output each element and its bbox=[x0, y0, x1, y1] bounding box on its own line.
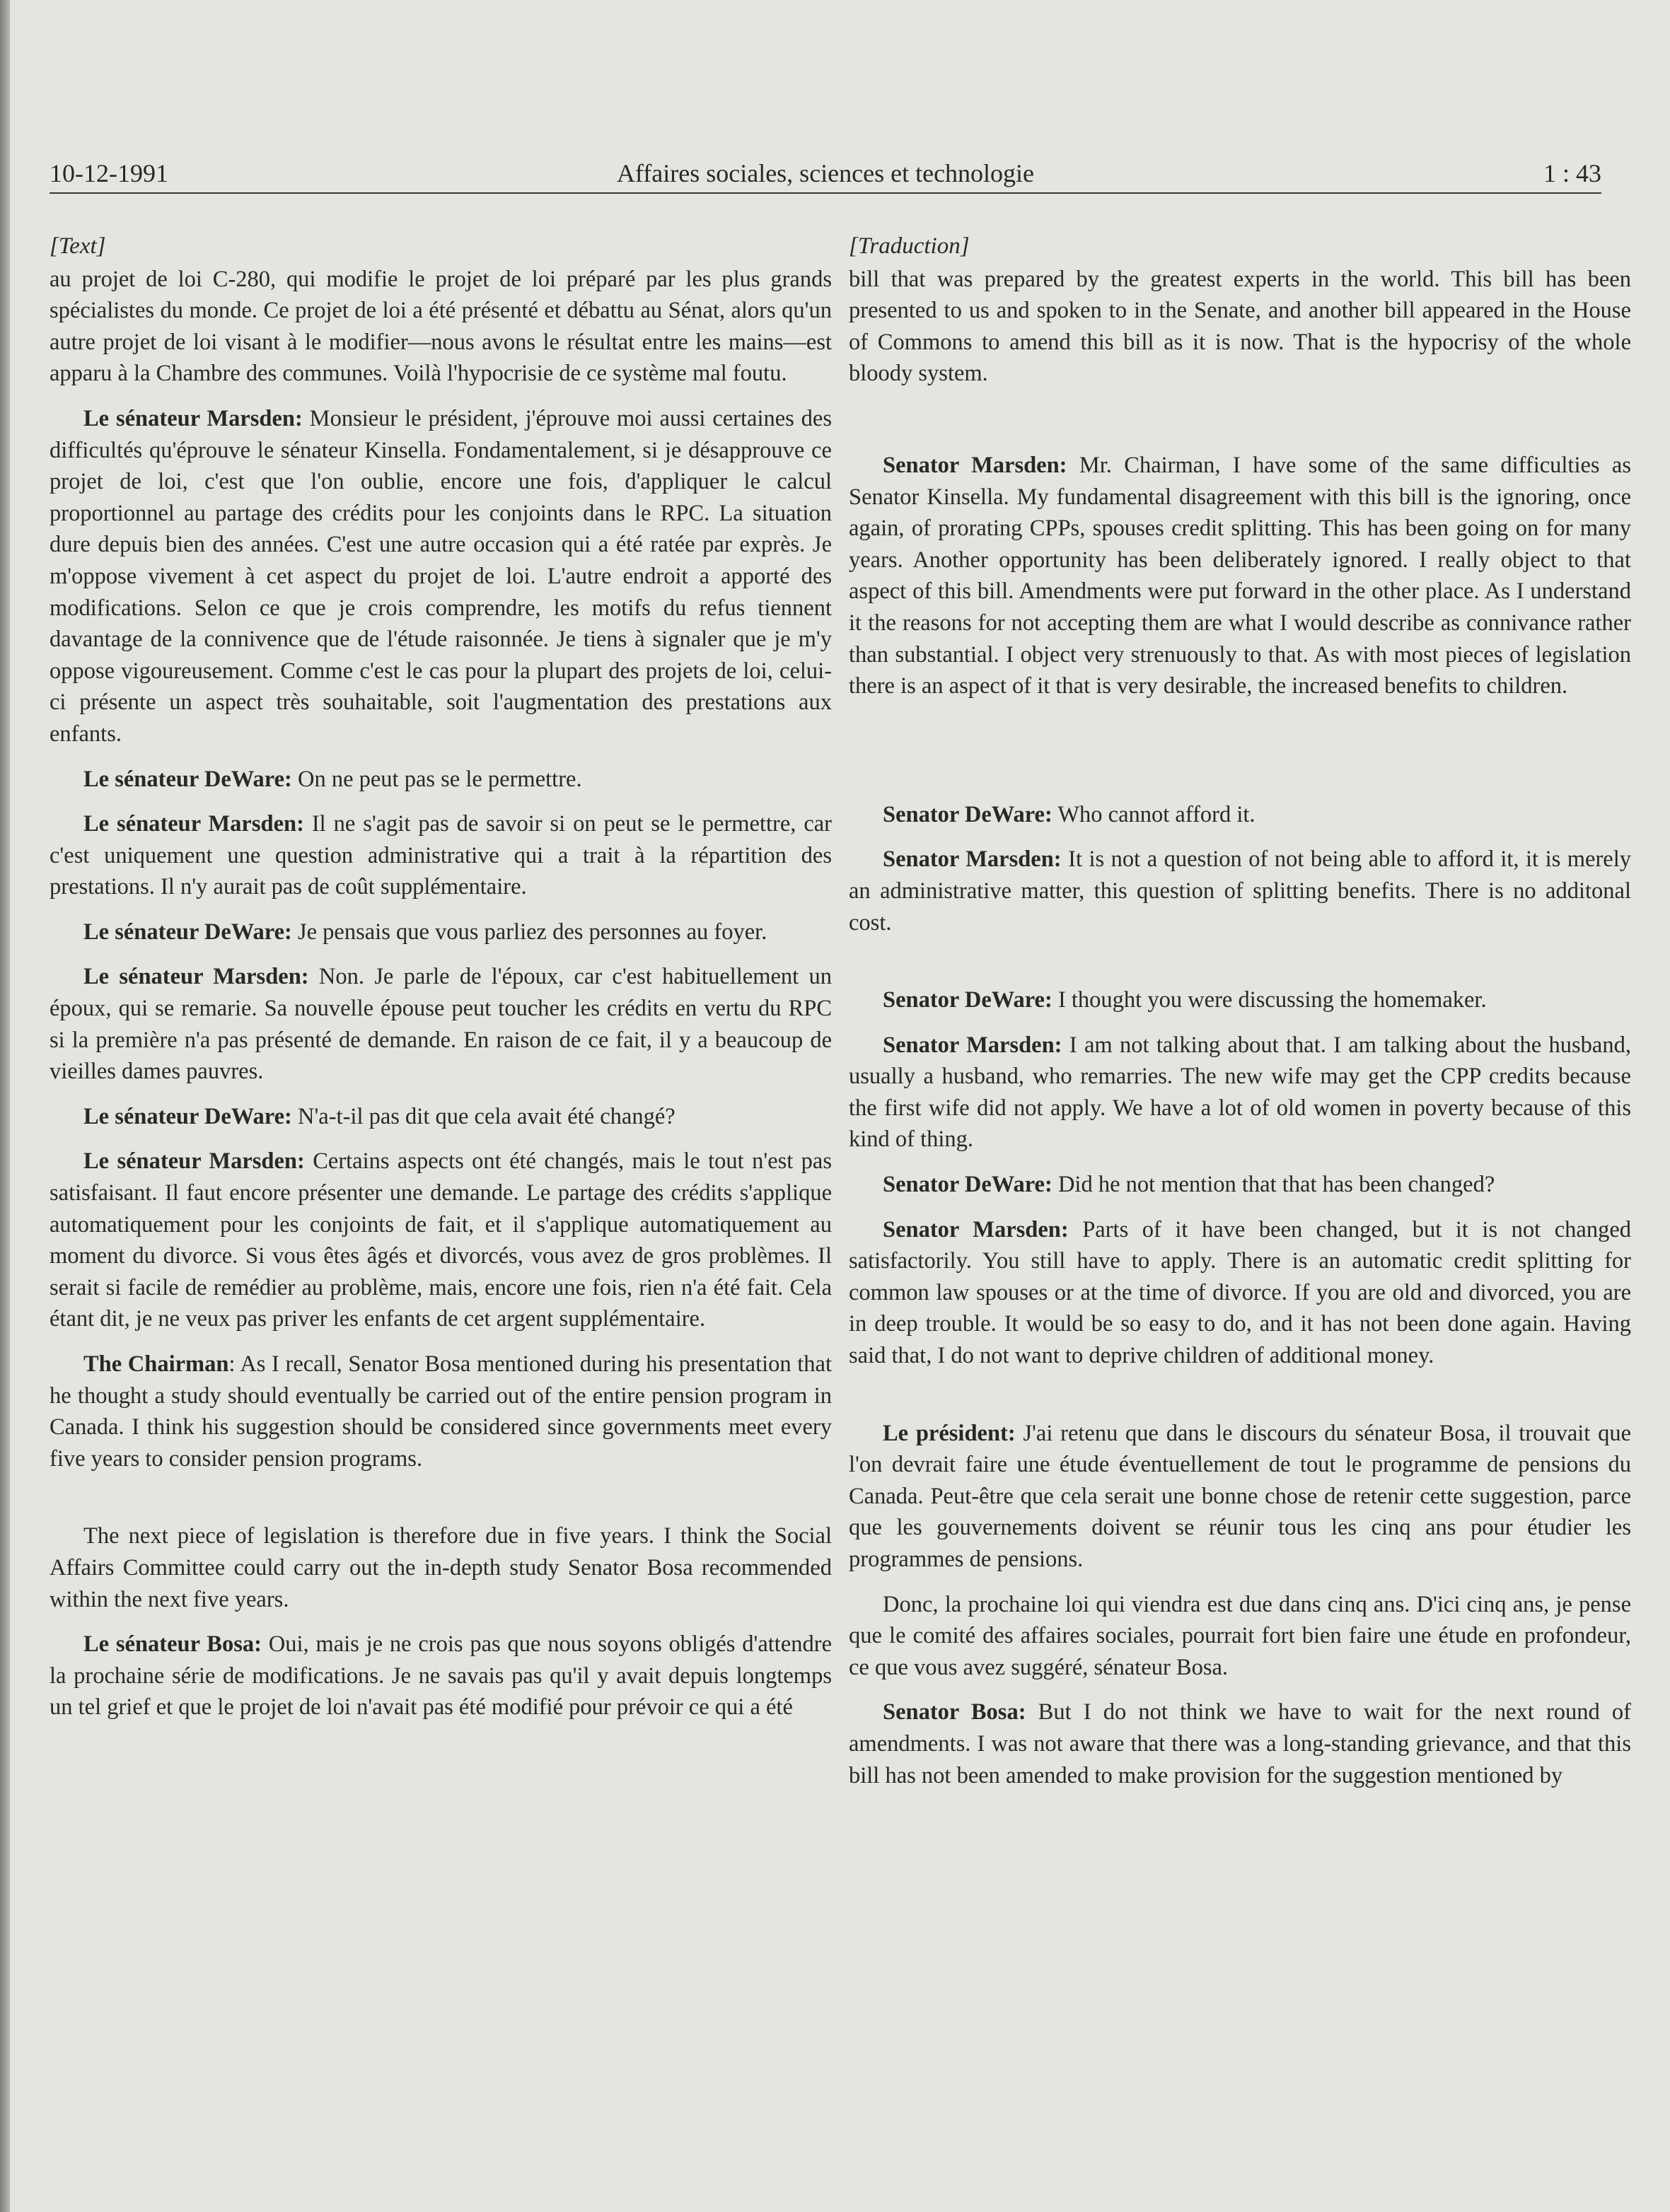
left-column-french bbox=[50, 231, 832, 1737]
header-title: Affaires sociales, sciences et technologie bbox=[616, 159, 1035, 187]
running-header bbox=[50, 153, 1601, 194]
header-page-number: 1 : 43 bbox=[1543, 159, 1601, 187]
speaker-name: Le sénateur DeWare: bbox=[83, 1103, 292, 1129]
speaker-name: Senator Marsden: bbox=[883, 846, 1062, 873]
paragraph: Senator Marsden: Mr. Chairman, I have some of the same difficulties as Senator Kinsella. My fundamental disagreement with this bill is the ignoring, once again, of prorating CPPs, spouses credit splitting. This has been going on for many years. Another opportunity has been deliberately ignored. I really object to that aspect of this bill. Amendments were put forward in the other place. As I understand it the reasons for not accepting them are what I would describe as connivance rather than substantial. I object very strenuously to that. As with most pieces of legislation there is an aspect of it that is very desirable, the increased benefits to children. bbox=[849, 452, 1631, 699]
speaker-name: Senator DeWare: bbox=[883, 1172, 1053, 1198]
speaker-name: Le sénateur Marsden: bbox=[83, 405, 303, 431]
speaker-name: Le sénateur Bosa: bbox=[83, 1631, 262, 1658]
header-date: 10-12-1991 bbox=[50, 159, 168, 187]
speaker-name: Senator Marsden: bbox=[883, 452, 1067, 478]
paragraph: Senator Marsden: Parts of it have been changed, but it is not changed satisfactorily. You still have to apply. There is an automatic credit splitting for common law spouses or at the time of divorce. If you are old and divorced, you are in deep trouble. It would be so easy to do, and it has not been done again. Having said that, I do not want to deprive children of additional money. bbox=[849, 1216, 1631, 1369]
paragraph: The Chairman: As I recall, Senator Bosa mentioned during his presentation that he thought a study should eventually be carried out of the entire pension program in Canada. I think his suggestion should be considered since governments meet every five years to consider pension programs. bbox=[50, 1351, 832, 1472]
book-spine-shadow bbox=[0, 0, 10, 2212]
speaker-name: Senator Bosa: bbox=[883, 1699, 1026, 1725]
paragraph: Senator DeWare: Did he not mention that that has been changed? bbox=[883, 1172, 1495, 1198]
paragraph: Le sénateur Bosa: Oui, mais je ne crois pas que nous soyons obligés d'attendre la prochaine série de modifications. Je ne savais pas qu'il y avait depuis longtemps un tel grief et que le projet de loi n'avait pas été modifié pour prévoir ce qui a été bbox=[50, 1631, 832, 1721]
speaker-name: Senator Marsden: bbox=[883, 1032, 1062, 1058]
speaker-name: Senator Marsden: bbox=[883, 1216, 1069, 1242]
paragraph: Senator DeWare: Who cannot afford it. bbox=[883, 801, 1256, 827]
document-page bbox=[10, 0, 1670, 2212]
paragraph: Le sénateur DeWare: On ne peut pas se le permettre. bbox=[83, 766, 582, 792]
paragraph: bill that was prepared by the greatest experts in the world. This bill has been presented to us and spoken to in the Senate, and another bill appeared in the House of Commons to amend this bill as it is now. That is the hypocrisy of the whole bloody system. bbox=[849, 266, 1631, 387]
speaker-name: Le sénateur Marsden: bbox=[83, 811, 304, 837]
speaker-name: Le sénateur Marsden: bbox=[83, 964, 309, 990]
column-label-text: [Text] bbox=[50, 233, 106, 259]
paragraph: Le sénateur Marsden: Monsieur le président, j'éprouve moi aussi certaines des difficultés qu'éprouve le sénateur Kinsella. Fondamentalement, si je désapprouve ce projet de loi, c'est que l'on oublie, encore une fois, d'appliquer le calcul proportionnel au partage des crédits pour les conjoints dans le RPC. La situation dure depuis bien des années. C'est une autre occasion qui a été ratée par exprès. Je m'oppose vivement à cet aspect du projet de loi. L'autre endroit a apporté des modifications. Selon ce que je crois comprendre, les motifs du refus tiennent davantage de la connivence que de l'étude raisonnée. Je tiens à signaler que je m'y oppose vigoureusement. Comme c'est le cas pour la plupart des projets de loi, celui-ci présente un aspect très souhaitable, soit l'augmentation des prestations aux enfants. bbox=[50, 405, 833, 747]
paragraph: The next piece of legislation is therefore due in five years. I think the Social Affairs Committee could carry out the in-depth study Senator Bosa recommended within the next five years. bbox=[50, 1523, 832, 1612]
paragraph: Le sénateur DeWare: Je pensais que vous parliez des personnes au foyer. bbox=[83, 919, 767, 945]
paragraph: Le sénateur Marsden: Non. Je parle de l'époux, car c'est habituellement un époux, qui se remarie. Sa nouvelle épouse peut toucher les crédits en vertu du RPC si la première n'a pas présenté de demande. En raison de ce fait, il y a beaucoup de vieilles dames pauvres. bbox=[50, 964, 832, 1085]
paragraph: Le sénateur Marsden: Il ne s'agit pas de savoir si on peut se le permettre, car c'est uniquement une question administrative qui a trait à la répartition des prestations. Il n'y aurait pas de coût supplémentaire. bbox=[50, 811, 833, 900]
paragraph: Senator Marsden: It is not a question of not being able to afford it, it is merely an administrative matter, this question of splitting benefits. There is no additonal cost. bbox=[849, 846, 1631, 936]
speaker-name: Senator DeWare: bbox=[883, 987, 1053, 1013]
paragraph: Le sénateur DeWare: N'a-t-il pas dit que cela avait été changé? bbox=[83, 1103, 675, 1129]
speaker-name: Le sénateur Marsden: bbox=[83, 1148, 305, 1175]
speaker-name: Le sénateur DeWare: bbox=[83, 919, 292, 945]
paragraph: Senator Bosa: But I do not think we have to wait for the next round of amendments. I was not aware that there was a long-standing grievance, and that this bill has not been amended to make provision for the suggestion mentioned by bbox=[849, 1699, 1631, 1788]
speaker-name: The Chairman bbox=[83, 1351, 229, 1377]
paragraph: Senator DeWare: I thought you were discussing the homemaker. bbox=[883, 987, 1487, 1013]
column-label-traduction: [Traduction] bbox=[849, 233, 970, 259]
paragraph: Donc, la prochaine loi qui viendra est due dans cinq ans. D'ici cinq ans, je pense que le comité des affaires sociales, pourrait fort bien faire une étude en profondeur, ce que vous avez suggéré, sénateur Bosa. bbox=[849, 1591, 1631, 1680]
paragraph: Le sénateur Marsden: Certains aspects ont été changés, mais le tout n'est pas satisfaisant. Il faut encore présenter une demande. Le partage des crédits s'applique automatiquement pour les conjoints de fait, et il s'applique automatiquement au moment du divorce. Si vous êtes âgés et divorcés, vous avez de gros problèmes. Il serait si facile de remédier au problème, mais, encore une fois, rien n'a été fait. Cela étant dit, je ne veux pas priver les enfants de cet argent supplémentaire. bbox=[50, 1148, 833, 1332]
paragraph: Senator Marsden: I am not talking about that. I am talking about the husband, usually a husband, who remarries. The new wife may get the CPP credits because the first wife did not apply. We have a lot of old women in poverty because of this kind of thing. bbox=[849, 1032, 1631, 1153]
speaker-name: Senator DeWare: bbox=[883, 801, 1053, 827]
paragraph: au projet de loi C-280, qui modifie le projet de loi préparé par les plus grands spécialistes du monde. Ce projet de loi a été présenté et débattu au Sénat, alors qu'un autre projet de loi visant à le modifier—nous avons le résultat entre les mains—est apparu à la Chambre des communes. Voilà l'hypocrisie de ce système mal foutu. bbox=[50, 266, 832, 387]
right-column-english bbox=[849, 231, 1631, 1805]
speaker-name: Le sénateur DeWare: bbox=[83, 766, 292, 792]
paragraph: Le président: J'ai retenu que dans le discours du sénateur Bosa, il trouvait que l'on devrait faire une étude éventuellement de tout le programme de pensions du Canada. Peut-être que cela serait une bonne chose de retenir cette suggestion, parce que les gouvernements doivent se réunir tous les cinq ans pour étudier les programmes de pensions. bbox=[849, 1420, 1631, 1572]
speaker-name: Le président: bbox=[883, 1420, 1016, 1446]
